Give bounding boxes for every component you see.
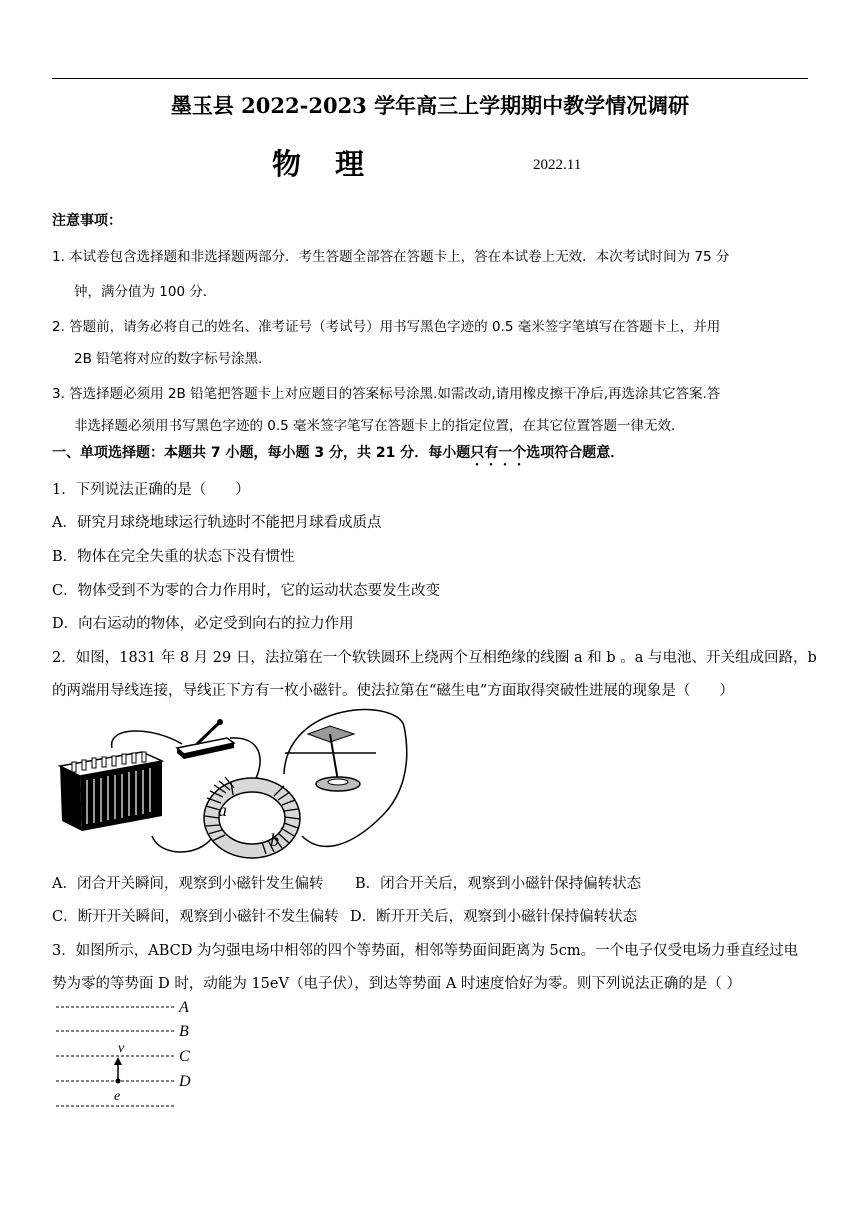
section-heading: 一、单项选择题：本题共 7 小题，每小题 3 分，共 21 分．每小题只有一个选项符合题意． xyxy=(52,445,625,461)
notice-item-1-cont: 钟，满分值为 100 分． xyxy=(74,284,217,300)
q2-stem-line2: 的两端用导线连接，导线正下方有一枚小磁针。使法拉第在“磁生电”方面取得突破性进展的现象是（ ） xyxy=(52,683,734,699)
coil-a-label: a xyxy=(218,800,227,820)
electron-label: e xyxy=(114,1089,121,1104)
top-rule xyxy=(52,78,808,79)
q1-option-a: A．研究月球绕地球运行轨迹时不能把月球看成质点 xyxy=(52,515,382,531)
q1-option-b: B．物体在完全失重的状态下没有惯性 xyxy=(52,549,295,565)
compass-needle-icon xyxy=(308,726,360,791)
wire-battery-switch xyxy=(112,731,182,748)
q3-stem-line1: 3．如图所示，ABCD 为匀强电场中相邻的四个等势面，相邻等势面间距离为 5cm。一个电子仅受电场力垂直经过电 xyxy=(52,943,799,959)
notice-item-1: 1. 本试卷包含选择题和非选择题两部分．考生答题全部答在答题卡上，答在本试卷上无效．本次考试时间为 75 分 xyxy=(52,249,730,265)
label-d: D xyxy=(179,1073,191,1090)
q2-option-c: C．断开开关瞬间，观察到小磁针不发生偏转 xyxy=(52,909,339,925)
q2-stem-line1: 2．如图，1831 年 8 月 29 日，法拉第在一个软铁圆环上绕两个互相绝缘的线圈 a 和 b 。a 与电池、开关组成回路，b xyxy=(52,650,817,666)
velocity-label: v xyxy=(118,1041,125,1056)
battery-icon xyxy=(60,752,162,831)
iron-ring-icon xyxy=(204,777,300,858)
coil-b-label: b xyxy=(270,830,279,850)
exam-date: 2022.11 xyxy=(533,157,582,173)
notice-item-2-cont: 2B 铅笔将对应的数字标号涂黑． xyxy=(74,351,272,367)
notice-item-3-cont: 非选择题必须用书写黑色字迹的 0.5 毫米签字笔写在答题卡上的指定位置，在其它位置答题一律无效． xyxy=(74,418,685,434)
q1-option-c: C．物体受到不为零的合力作用时，它的运动状态要发生改变 xyxy=(52,583,441,599)
switch-icon xyxy=(177,719,234,759)
notice-item-3: 3. 答选择题必须用 2B 铅笔把答题卡上对应题目的答案标号涂黑.如需改动,请用橡皮擦干净后,再选涂其它答案.答 xyxy=(52,386,721,402)
q2-option-a: A．闭合开关瞬间，观察到小磁针发生偏转 xyxy=(52,876,324,892)
subject-title: 物理 xyxy=(272,147,399,181)
exam-title: 墨玉县 2022-2023 学年高三上学期期中教学情况调研 xyxy=(170,93,690,118)
label-c: C xyxy=(179,1048,190,1065)
q2-option-d: D．断开开关后，观察到小磁针保持偏转状态 xyxy=(350,909,638,925)
equipotential-surfaces-figure xyxy=(52,995,212,1115)
q1-stem: 1．下列说法正确的是（ ） xyxy=(52,482,250,498)
faraday-ring-figure xyxy=(52,706,412,866)
label-b: B xyxy=(179,1023,189,1040)
emphasis-only-one: 只有一个 xyxy=(470,445,527,461)
velocity-arrow-icon xyxy=(114,1057,122,1084)
notice-heading: 注意事项： xyxy=(52,213,122,229)
label-a: A xyxy=(179,999,189,1016)
q1-option-d: D．向右运动的物体，必定受到向右的拉力作用 xyxy=(52,616,354,632)
q2-option-b: B．闭合开关后，观察到小磁针保持偏转状态 xyxy=(355,876,642,892)
q3-stem-line2: 势为零的等势面 D 时，动能为 15eV（电子伏），到达等势面 A 时速度恰好为零。则下列说法正确的是（ ） xyxy=(52,976,742,992)
notice-item-2: 2. 答题前，请务必将自己的姓名、准考证号（考试号）用书写黑色字迹的 0.5 毫米签字笔填写在答题卡上，并用 xyxy=(52,319,721,335)
electron-dot xyxy=(116,1079,121,1084)
